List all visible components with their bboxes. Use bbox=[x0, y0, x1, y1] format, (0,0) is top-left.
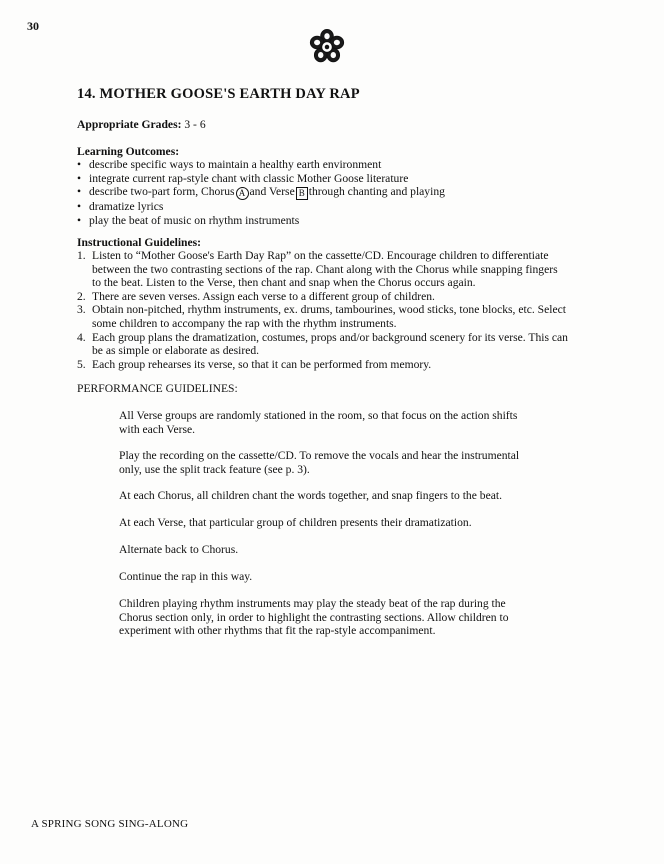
grades-value: 3 - 6 bbox=[184, 118, 206, 131]
guideline-line: between the two contrasting sections of the rap. Chant along with the Chorus while snapping fingers bbox=[92, 262, 558, 276]
paragraph-line: Alternate back to Chorus. bbox=[119, 543, 239, 556]
circled-a-mark: A bbox=[236, 187, 249, 200]
page-title: 14. MOTHER GOOSE'S EARTH DAY RAP bbox=[77, 86, 360, 102]
paragraph-line: All Verse groups are randomly stationed in the room, so that focus on the action shifts bbox=[119, 409, 518, 422]
list-item bbox=[77, 303, 582, 330]
page-number: 30 bbox=[27, 19, 39, 33]
grades-line bbox=[77, 118, 206, 132]
list-item: • describe specific ways to maintain a healthy earth environment bbox=[77, 158, 445, 172]
instructional-guidelines-list bbox=[77, 249, 582, 371]
guideline-line: Each group plans the dramatization, costumes, props and/or background scenery for its verse. This can bbox=[92, 330, 568, 344]
list-item: • dramatize lyrics bbox=[77, 200, 445, 214]
list-item: • integrate current rap-style chant with classic Mother Goose literature bbox=[77, 172, 445, 186]
instructional-guidelines-heading: Instructional Guidelines: bbox=[77, 236, 202, 249]
paragraph-line: Chorus section only, in order to highlight the contrasting sections. Allow children to bbox=[119, 610, 509, 624]
guideline-line: to the beat. Listen to the Verse, then chant and snap when the Chorus occurs again. bbox=[92, 276, 476, 290]
item-number: 5. bbox=[77, 357, 86, 371]
paragraph-line: experiment with other rhythms that fit the rap-style accompaniment. bbox=[119, 624, 436, 638]
performance-paragraph bbox=[119, 516, 539, 530]
paragraph-line: Play the recording on the cassette/CD. To remove the vocals and hear the instrumental bbox=[119, 449, 520, 462]
performance-paragraph bbox=[119, 570, 539, 584]
page-footer: A SPRING SONG SING-ALONG bbox=[31, 818, 189, 830]
paragraph-line: with each Verse. bbox=[119, 422, 196, 436]
paragraph-line: At each Verse, that particular group of children presents their dramatization. bbox=[119, 516, 472, 529]
paragraph-line: At each Chorus, all children chant the words together, and snap fingers to the beat. bbox=[119, 489, 502, 502]
item-number: 4. bbox=[77, 330, 86, 344]
list-item bbox=[77, 290, 582, 304]
performance-paragraph bbox=[119, 409, 539, 436]
guideline-line: Listen to “Mother Goose's Earth Day Rap” on the cassette/CD. Encourage children to differentiate bbox=[92, 249, 549, 262]
performance-guidelines-heading: PERFORMANCE GUIDELINES: bbox=[77, 382, 238, 395]
list-item bbox=[77, 358, 582, 372]
boxed-b-mark: B bbox=[296, 187, 308, 200]
list-item bbox=[77, 249, 582, 290]
grades-label: Appropriate Grades: bbox=[77, 118, 182, 131]
item-number: 1. bbox=[77, 249, 86, 262]
list-item bbox=[77, 185, 445, 200]
learning-outcomes-heading: Learning Outcomes: bbox=[77, 145, 180, 158]
guideline-line: Obtain non-pitched, rhythm instruments, ex. drums, tambourines, wood sticks, tone blocks, etc. Select bbox=[92, 303, 566, 317]
performance-paragraph bbox=[119, 597, 539, 638]
paragraph-line: only, use the split track feature (see p. 3). bbox=[119, 462, 310, 476]
performance-paragraph bbox=[119, 489, 539, 503]
list-item bbox=[77, 331, 582, 358]
item-number: 2. bbox=[77, 289, 86, 303]
performance-paragraph bbox=[119, 543, 539, 557]
outcome-text: and Verse bbox=[249, 185, 295, 199]
learning-outcomes-list bbox=[77, 158, 445, 227]
guideline-line: Each group rehearses its verse, so that it can be performed from memory. bbox=[92, 357, 432, 371]
list-item: • play the beat of music on rhythm instruments bbox=[77, 214, 445, 228]
flower-icon bbox=[309, 29, 345, 65]
guideline-line: There are seven verses. Assign each verse to a different group of children. bbox=[92, 289, 435, 303]
outcome-text: describe two-part form, Chorus bbox=[89, 185, 235, 199]
item-number: 3. bbox=[77, 303, 86, 317]
guideline-line: some children to accompany the rap with the rhythm instruments. bbox=[92, 316, 397, 330]
guideline-line: be as simple or elaborate as desired. bbox=[92, 344, 260, 358]
outcome-text: through chanting and playing bbox=[308, 185, 445, 199]
paragraph-line: Continue the rap in this way. bbox=[119, 570, 253, 583]
paragraph-line: Children playing rhythm instruments may play the steady beat of the rap during the bbox=[119, 597, 506, 610]
performance-paragraph bbox=[119, 449, 539, 476]
